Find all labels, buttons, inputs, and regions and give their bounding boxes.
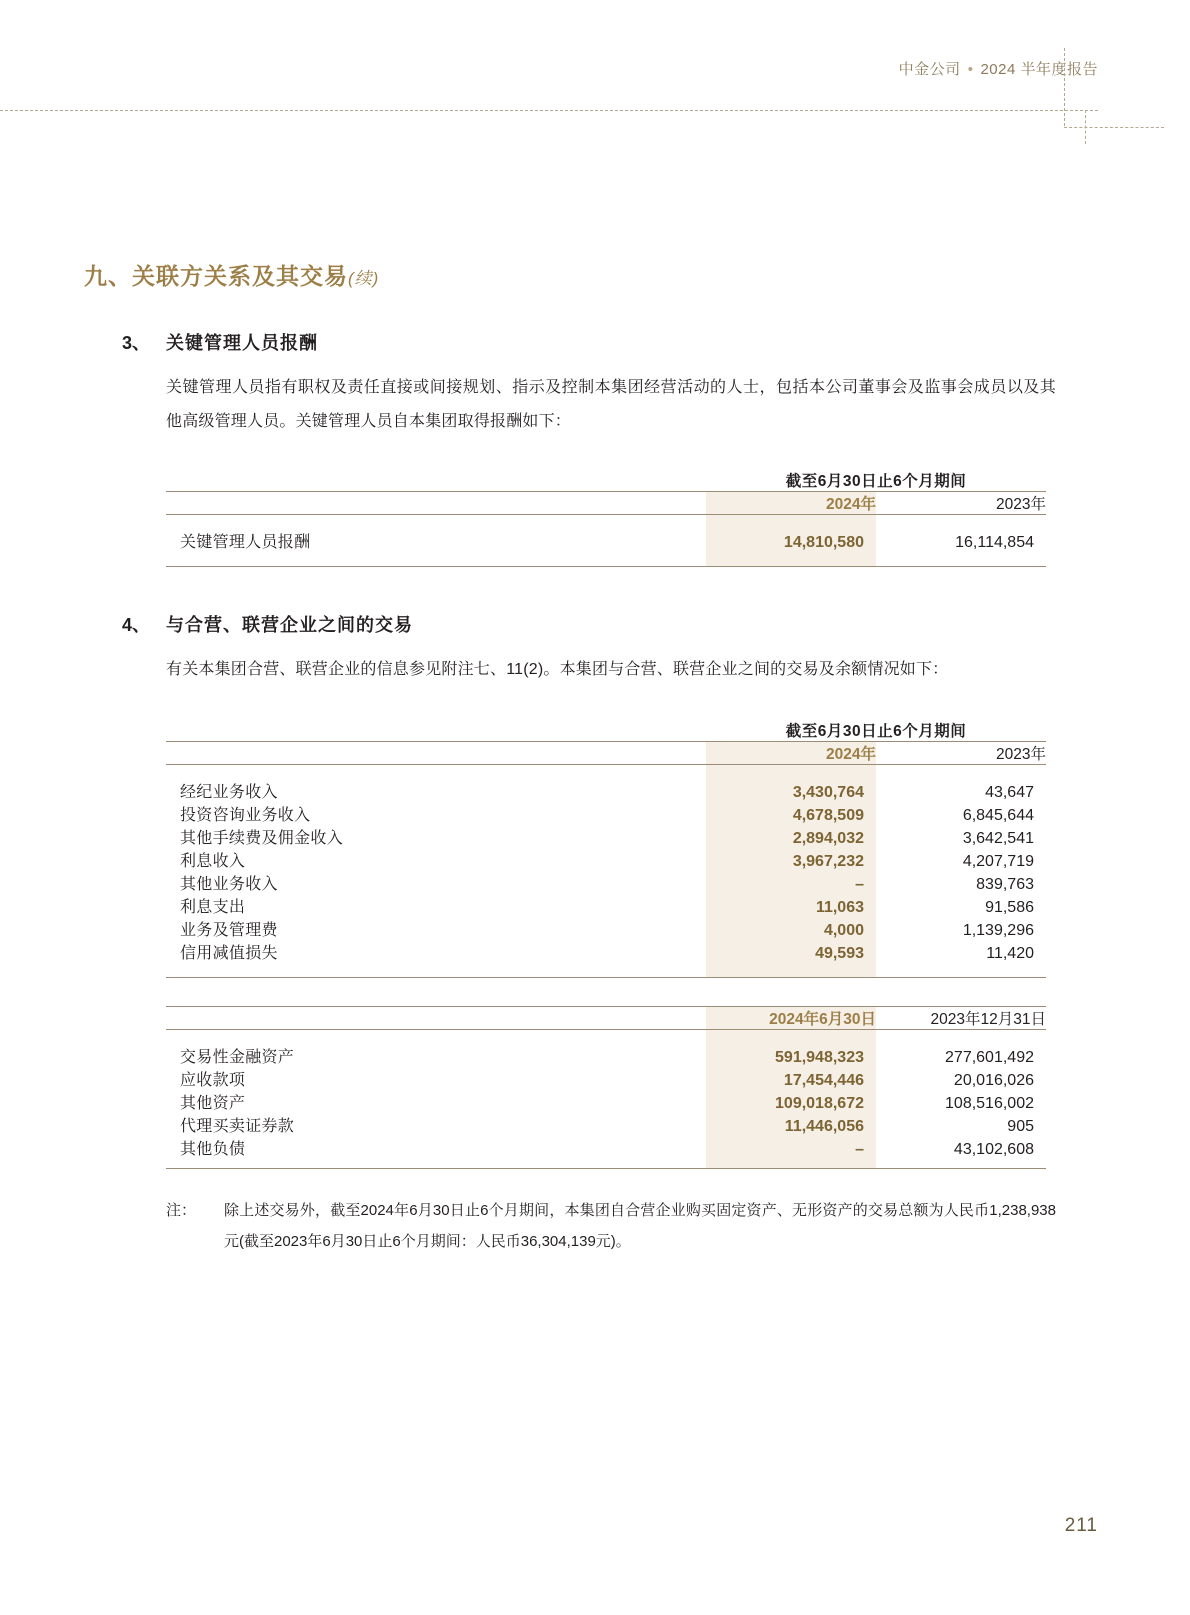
table-row [166, 1113, 1046, 1136]
item-4-paragraph: 有关本集团合营、联营企业的信息参见附注七、11(2)。本集团与合营、联营企业之间的交易及余额情况如下： [166, 661, 949, 678]
row-value-2023: 20,016,026 [953, 1072, 1034, 1089]
table-spacer [166, 765, 1046, 780]
row-value-2023: 91,586 [985, 899, 1034, 916]
table-spacer [166, 1030, 1046, 1045]
table-note [166, 1195, 1056, 1257]
row-value-2024: 2,894,032 [706, 825, 876, 848]
row-value-2023: 108,516,002 [945, 1095, 1034, 1112]
row-value-2023: 905 [1007, 1118, 1034, 1135]
compensation-span-header: 截至6月30日止6个月期间 [785, 473, 967, 490]
note-label: 注： [166, 1202, 197, 1219]
table-row [166, 1090, 1046, 1113]
table-span-header-row [166, 469, 1046, 492]
row-value-2024: 591,948,323 [706, 1044, 876, 1067]
row-label: 投资咨询业务收入 [180, 807, 311, 824]
header-separator: • [967, 61, 974, 78]
item-3-title: 关键管理人员报酬 [166, 333, 318, 353]
row-label: 代理买卖证券款 [180, 1118, 295, 1135]
row-label: 其他资产 [180, 1095, 246, 1112]
compensation-table-wrap [166, 469, 1046, 567]
page-content [84, 258, 1064, 1257]
table-row [166, 1044, 1046, 1067]
row-value-2024: 109,018,672 [706, 1090, 876, 1113]
row-label: 利息支出 [180, 899, 246, 916]
related-party-income-table-wrap [166, 719, 1046, 978]
table-row [166, 917, 1046, 940]
table-row [166, 1136, 1046, 1159]
row-value-2024: – [706, 1136, 876, 1159]
row-value-2023: 16,114,854 [955, 534, 1034, 551]
row-label: 信用减值损失 [180, 945, 278, 962]
item-4-number: 4、 [122, 615, 151, 635]
table-row [166, 871, 1046, 894]
item-3-number: 3、 [122, 333, 151, 353]
related-party-balance-table-wrap [166, 1006, 1046, 1169]
page-header [899, 58, 1098, 79]
row-value-2023: 3,642,541 [962, 830, 1034, 847]
row-value-2023: 6,845,644 [962, 807, 1034, 824]
row-label: 其他业务收入 [180, 876, 278, 893]
row-value-2023: 1,139,296 [962, 922, 1034, 939]
header-company: 中金公司 [898, 61, 961, 78]
table-spacer [166, 515, 1046, 530]
item-3-paragraph: 关键管理人员指有职权及责任直接或间接规划、指示及控制本集团经营活动的人士，包括本公司董事会及监事会成员以及其他高级管理人员。关键管理人员自本集团取得报酬如下： [166, 379, 1056, 430]
row-value-2024: 3,430,764 [706, 779, 876, 802]
row-value-2024: 4,000 [706, 917, 876, 940]
row-value-2023: 11,420 [986, 945, 1034, 962]
page-number: 211 [1064, 1515, 1098, 1536]
section-title-continued: (续) [348, 269, 380, 288]
compensation-table [166, 469, 1046, 567]
row-value-2024: 11,446,056 [706, 1113, 876, 1136]
table-gap [84, 978, 1064, 1006]
note-text: 除上述交易外，截至2024年6月30日止6个月期间，本集团自合营企业购买固定资产、无形资产的交易总额为人民币1,238,938元(截至2023年6月30日止6个月期间：人民币36,304,139元)。 [224, 1202, 1056, 1250]
table-column-header-row [166, 742, 1046, 765]
row-label: 应收款项 [180, 1072, 246, 1089]
row-value-2023: 43,647 [985, 784, 1034, 801]
table-row [166, 825, 1046, 848]
row-value-2024: 3,967,232 [706, 848, 876, 871]
table-row [166, 529, 1046, 552]
row-label: 其他手续费及佣金收入 [180, 830, 344, 847]
row-value-2023: 839,763 [976, 876, 1034, 893]
income-span-header: 截至6月30日止6个月期间 [785, 723, 967, 740]
table-span-header-row [166, 719, 1046, 742]
balance-col-2023: 2023年12月31日 [876, 1007, 1046, 1030]
compensation-col-2024: 2024年 [706, 492, 876, 515]
row-value-2024: 17,454,446 [706, 1067, 876, 1090]
row-value-2024: 14,810,580 [706, 529, 876, 552]
section-title [84, 258, 1064, 291]
related-party-income-table [166, 719, 1046, 978]
row-value-2023: 4,207,719 [962, 853, 1034, 870]
row-label: 交易性金融资产 [180, 1049, 295, 1066]
row-value-2024: 4,678,509 [706, 802, 876, 825]
row-value-2024: 49,593 [706, 940, 876, 963]
row-value-2024: – [706, 871, 876, 894]
corner-tick-vertical [1064, 48, 1065, 126]
table-row [166, 1067, 1046, 1090]
row-label: 业务及管理费 [180, 922, 278, 939]
table-row [166, 940, 1046, 963]
table-row [166, 848, 1046, 871]
item-4-heading [122, 611, 1064, 637]
table-bottom-rule [166, 963, 1046, 978]
row-value-2024: 11,063 [706, 894, 876, 917]
table-row [166, 779, 1046, 802]
related-party-balance-table [166, 1006, 1046, 1169]
section-title-text: 九、关联方关系及其交易 [84, 263, 348, 289]
row-label: 经纪业务收入 [180, 784, 278, 801]
table-column-header-row [166, 492, 1046, 515]
compensation-col-2023: 2023年 [876, 492, 1046, 515]
table-row [166, 802, 1046, 825]
income-col-2023: 2023年 [876, 742, 1046, 765]
row-value-2023: 277,601,492 [945, 1049, 1034, 1066]
item-4-title: 与合营、联营企业之间的交易 [166, 615, 413, 635]
table-bottom-rule [166, 552, 1046, 567]
item-3-heading [122, 329, 1064, 355]
header-divider [0, 110, 1098, 111]
row-label: 利息收入 [180, 853, 246, 870]
corner-tick-horizontal [1064, 127, 1164, 128]
row-label: 其他负债 [180, 1141, 246, 1158]
table-bottom-rule [166, 1159, 1046, 1169]
header-report: 2024 半年度报告 [980, 61, 1098, 78]
table-row [166, 894, 1046, 917]
row-label: 关键管理人员报酬 [180, 534, 311, 551]
row-value-2023: 43,102,608 [953, 1141, 1034, 1158]
income-col-2024: 2024年 [706, 742, 876, 765]
balance-col-2024: 2024年6月30日 [706, 1007, 876, 1030]
table-column-header-row [166, 1007, 1046, 1030]
